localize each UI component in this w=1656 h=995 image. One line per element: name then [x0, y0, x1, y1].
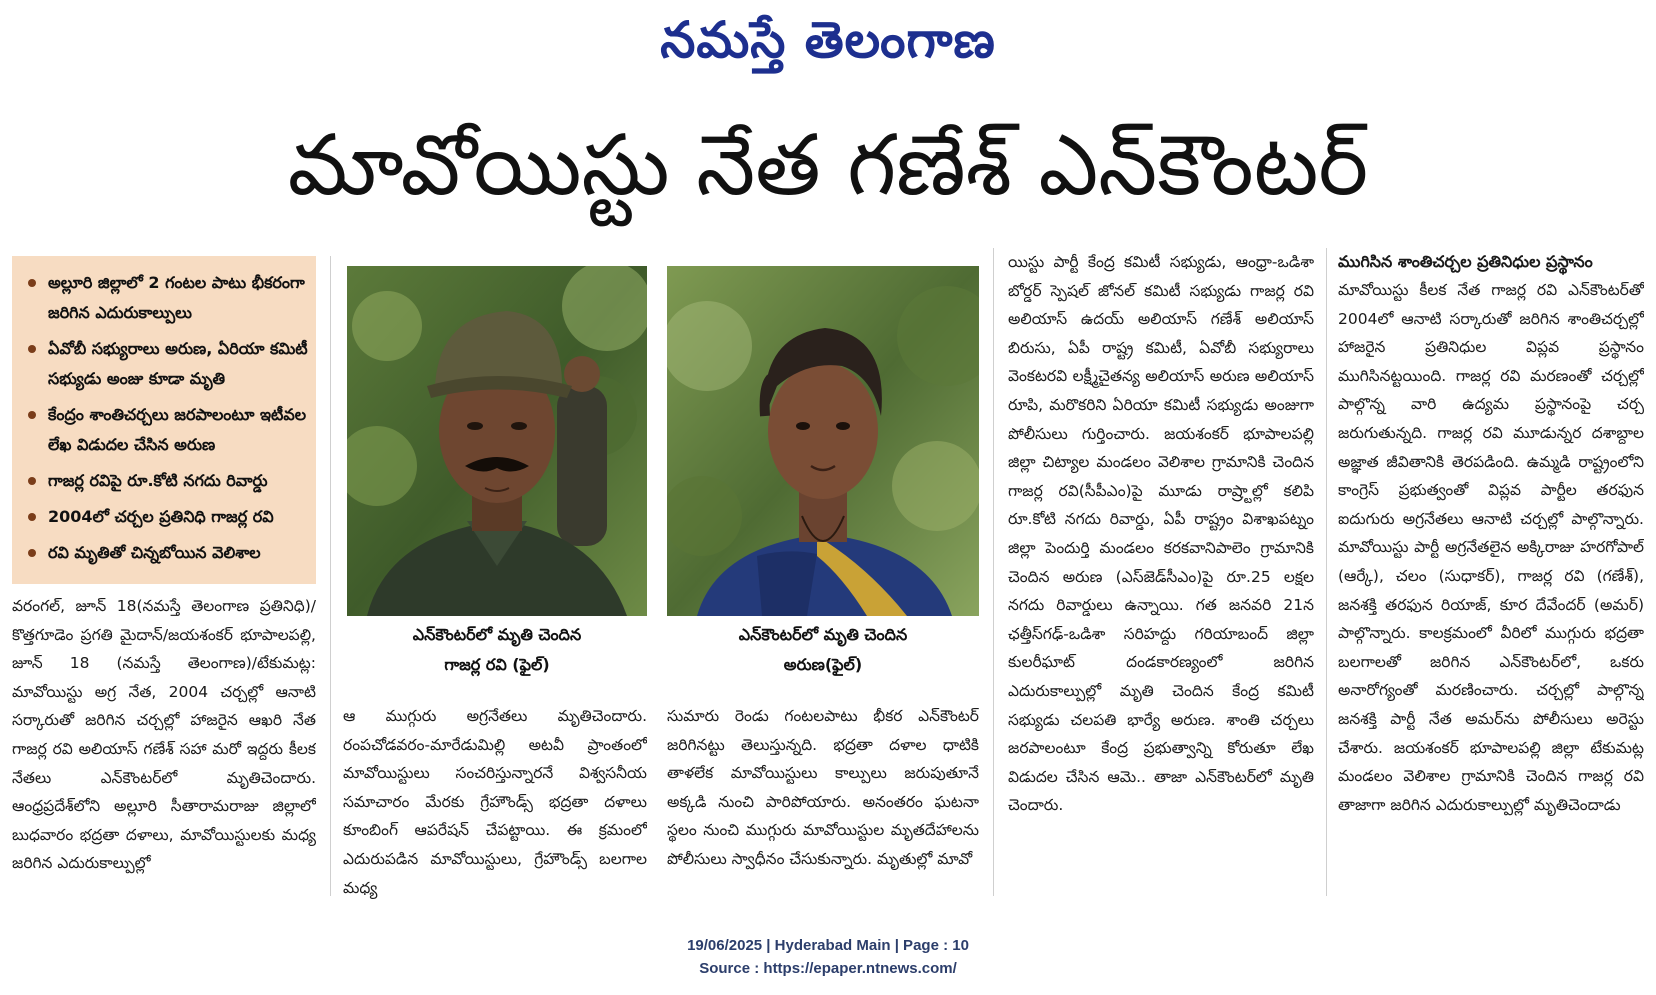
highlight-item: [24, 400, 308, 460]
article-column-3: [667, 702, 979, 902]
article-text: వరంగల్‌, జూన్‌ 18(నమస్తే తెలంగాణ ప్రతినిధి)/కొత్తగూడెం ప్రగతి మైదాన్‌/జయశంకర్‌ భూపాలపల్లి, జూన్‌ 18 (నమస్తే తెలంగాణ)/టేకుమట్ల: మావోయిస్టు అగ్ర నేత, 2004 చర్చల్లో ఆనాటి సర్కారుతో జరిగిన చర్చల్లో హాజరైన ఆఖరి నేత గాజర్ల రవి అలియాస్‌ గణేశ్‌ సహా మరో ఇద్దరు కీలక నేతలు ఎన్‌కౌంటర్‌లో మృతిచెందారు. ఆంధ్రప్రదేశ్‌లోని అల్లూరి సీతారామరాజు జిల్లాలో బుధవారం భద్రతా దళాలు, మావోయిస్టులకు మధ్య జరిగిన ఎదురుకాల్పుల్లో: [12, 597, 316, 873]
article-text: సుమారు రెండు గంటలపాటు భీకర ఎన్‌కౌంటర్‌ జరిగినట్టు తెలుస్తున్నది. భద్రతా దళాల ధాటికి తాళలేక మావోయిస్టులు కాల్పులు జరుపుతూనే అక్కడి నుంచి పారిపోయారు. అనంతరం ఘటనా స్థలం నుంచి ముగ్గురు మావోయిస్టుల మృతదేహాలను పోలీసులు స్వాధీనం చేసుకున్నారు. మృతుల్లో మావో: [667, 707, 979, 868]
photo-caption: [667, 620, 979, 680]
highlight-text: గాజర్ల రవిపై రూ.కోటి నగదు రివార్డు: [48, 471, 268, 490]
headline: మావోయిస్టు నేత గణేశ్‌ ఎన్‌కౌంటర్‌: [287, 116, 1369, 214]
highlight-item: [24, 334, 308, 394]
highlight-text: 2004లో చర్చల ప్రతినిధి గాజర్ల రవి: [48, 507, 274, 526]
bullet-icon: [28, 279, 36, 287]
article-column-5: [1338, 248, 1644, 896]
highlight-text: కేంద్రం శాంతిచర్చలు జరపాలంటూ ఇటీవల లేఖ విడుదల చేసిన అరుణ: [48, 405, 307, 454]
article-text: మావోయిస్టు కీలక నేత గాజర్ల రవి ఎన్‌కౌంటర్‌తో 2004లో ఆనాటి సర్కారుతో జరిగిన శాంతిచర్చల్లో హాజరైన ప్రతినిధుల విప్లవ ప్రస్థానం ముగిసినట్టయింది. గాజర్ల రవి మరణంతో చర్చల్లో పాల్గొన్న వారి ఉద్యమ ప్రస్థానంపై చర్చ జరుగుతున్నది. గాజర్ల రవి మూడున్నర దశాబ్దాల అజ్ఞాత జీవితానికి తెరపడింది. ఉమ్మడి రాష్ట్రంలోని కాంగ్రెస్‌ ప్రభుత్వంతో విప్లవ పార్టీల తరఫున ఐదుగురు అగ్రనేతలు ఆనాటి చర్చల్లో పాల్గొన్నారు. మావోయిస్టు పార్టీ అగ్రనేతలైన అక్కిరాజు హరగోపాల్‌ (ఆర్కే), చలం (సుధాకర్‌), గాజర్ల రవి (గణేశ్‌), జనశక్తి తరఫున రియాజ్‌, కూర దేవేందర్‌ (అమర్‌) పాల్గొన్నారు. కాలక్రమంలో వీరిలో ముగ్గురు భద్రతా బలగాలతో జరిగిన ఎన్‌కౌంటర్‌లో, ఒకరు అనారోగ్యంతో మరణించారు. చర్చల్లో పాల్గొన్న జనశక్తి పార్టీ నేత అమర్‌ను పోలీసులు అరెస్టు చేశారు. జయశంకర్‌ భూపాలపల్లి జిల్లా టేకుమట్ల మండలం వెలిశాల గ్రామానికి చెందిన గాజర్ల రవి తాజాగా జరిగిన ఎదురుకాల్పుల్లో మృతిచెందాడు: [1338, 281, 1644, 814]
column-divider: [1326, 248, 1327, 896]
highlight-item: [24, 538, 308, 568]
column-divider: [330, 256, 331, 896]
section-subheading: ముగిసిన శాంతిచర్చల ప్రతినిధుల ప్రస్థానం: [1338, 252, 1593, 271]
photo-aruna: [667, 266, 979, 616]
article-column-4: [1008, 248, 1314, 896]
column-divider: [993, 248, 994, 896]
footer-dateline: 19/06/2025 | Hyderabad Main | Page : 10: [687, 937, 969, 954]
highlight-item: [24, 466, 308, 496]
bullet-icon: [28, 477, 36, 485]
article-column-2: [343, 702, 647, 902]
bullet-icon: [28, 549, 36, 557]
highlight-text: అల్లూరి జిల్లాలో 2 గంటల పాటు భీకరంగా జరిగిన ఎదురుకాల్పులు: [48, 273, 305, 322]
bullet-icon: [28, 345, 36, 353]
highlight-text: రవి మృతితో చిన్నబోయిన వెలిశాల: [48, 543, 261, 562]
bullet-icon: [28, 513, 36, 521]
caption-line: గాజర్ల రవి (ఫైల్‌): [444, 655, 550, 674]
article-text: ఆ ముగ్గురు అగ్రనేతలు మృతిచెందారు. రంపచోడవరం-మారేడుమిల్లి అటవీ ప్రాంతంలో మావోయిస్టులు సంచరిస్తున్నారనే విశ్వసనీయ సమాచారం మేరకు గ్రేహౌండ్స్‌ భద్రతా దళాలు కూంబింగ్‌ ఆపరేషన్‌ చేపట్టాయి. ఈ క్రమంలో ఎదురుపడిన మావోయిస్టులు, గ్రేహౌండ్స్‌ బలగాల మధ్య: [343, 707, 647, 897]
caption-line: ఎన్‌కౌంటర్‌లో మృతి చెందిన: [412, 625, 582, 644]
caption-line: అరుణ(ఫైల్‌): [783, 655, 863, 674]
highlights-box: [12, 256, 316, 584]
masthead-logo: నమస్తే తెలంగాణ: [660, 11, 996, 69]
article-text: యిస్టు పార్టీ కేంద్ర కమిటీ సభ్యుడు, ఆంధ్రా-ఒడిశా బోర్డర్‌ స్పెషల్‌ జోనల్‌ కమిటీ సభ్యుడు గాజర్ల రవి అలియాస్‌ ఉదయ్‌ అలియాస్‌ గణేశ్‌ అలియాస్‌ బిరుసు, ఏపీ రాష్ట్ర కమిటీ, ఏవోబీ సభ్యురాలు వెంకటరవి లక్ష్మీచైతన్య అలియాస్‌ అరుణ అలియాస్‌ రూపి, మరొకరిని ఏరియా కమిటీ సభ్యుడు అంజుగా పోలీసులు గుర్తించారు. జయశంకర్‌ భూపాలపల్లి జిల్లా చిట్యాల మండలం వెలిశాల గ్రామానికి చెందిన గాజర్ల రవి(సీపీఎం)పై మూడు రాష్ర్టాల్లో కలిపి రూ.కోటి నగదు రివార్డు, ఏపీ రాష్ట్రం విశాఖపట్నం జిల్లా పెందుర్తి మండలం కరకవానిపాలెం గ్రామానికి చెందిన అరుణ (ఎస్‌జెడ్‌సీఎం)పై రూ.25 లక్షల నగదు రివార్డులు ఉన్నాయి. గత జనవరి 21న ఛత్తీస్‌గఢ్‌-ఒడిశా సరిహద్దు గరియాబంద్‌ జిల్లా కులరీఘాట్‌ దండకారణ్యంలో జరిగిన ఎదురుకాల్పుల్లో మృతి చెందిన కేంద్ర కమిటీ సభ్యుడు చలపతి భార్యే అరుణ. శాంతి చర్చలు జరపాలంటూ కేంద్ర ప్రభుత్వాన్ని కోరుతూ లేఖ విడుదల చేసిన ఆమె.. తాజా ఎన్‌కౌంటర్‌లో మృతి చెందారు.: [1008, 253, 1314, 815]
article-column-1: [12, 592, 316, 892]
footer-source-link[interactable]: Source : https://epaper.ntnews.com/: [699, 960, 957, 977]
highlight-item: [24, 268, 308, 328]
photo-caption: [347, 620, 647, 680]
highlight-text: ఏవోబీ సభ్యురాలు అరుణ, ఏరియా కమిటీ సభ్యుడు అంజు కూడా మృతి: [48, 339, 308, 388]
caption-line: ఎన్‌కౌంటర్‌లో మృతి చెందిన: [738, 625, 908, 644]
highlight-item: [24, 502, 308, 532]
bullet-icon: [28, 411, 36, 419]
photo-gajarla-ravi: [347, 266, 647, 616]
